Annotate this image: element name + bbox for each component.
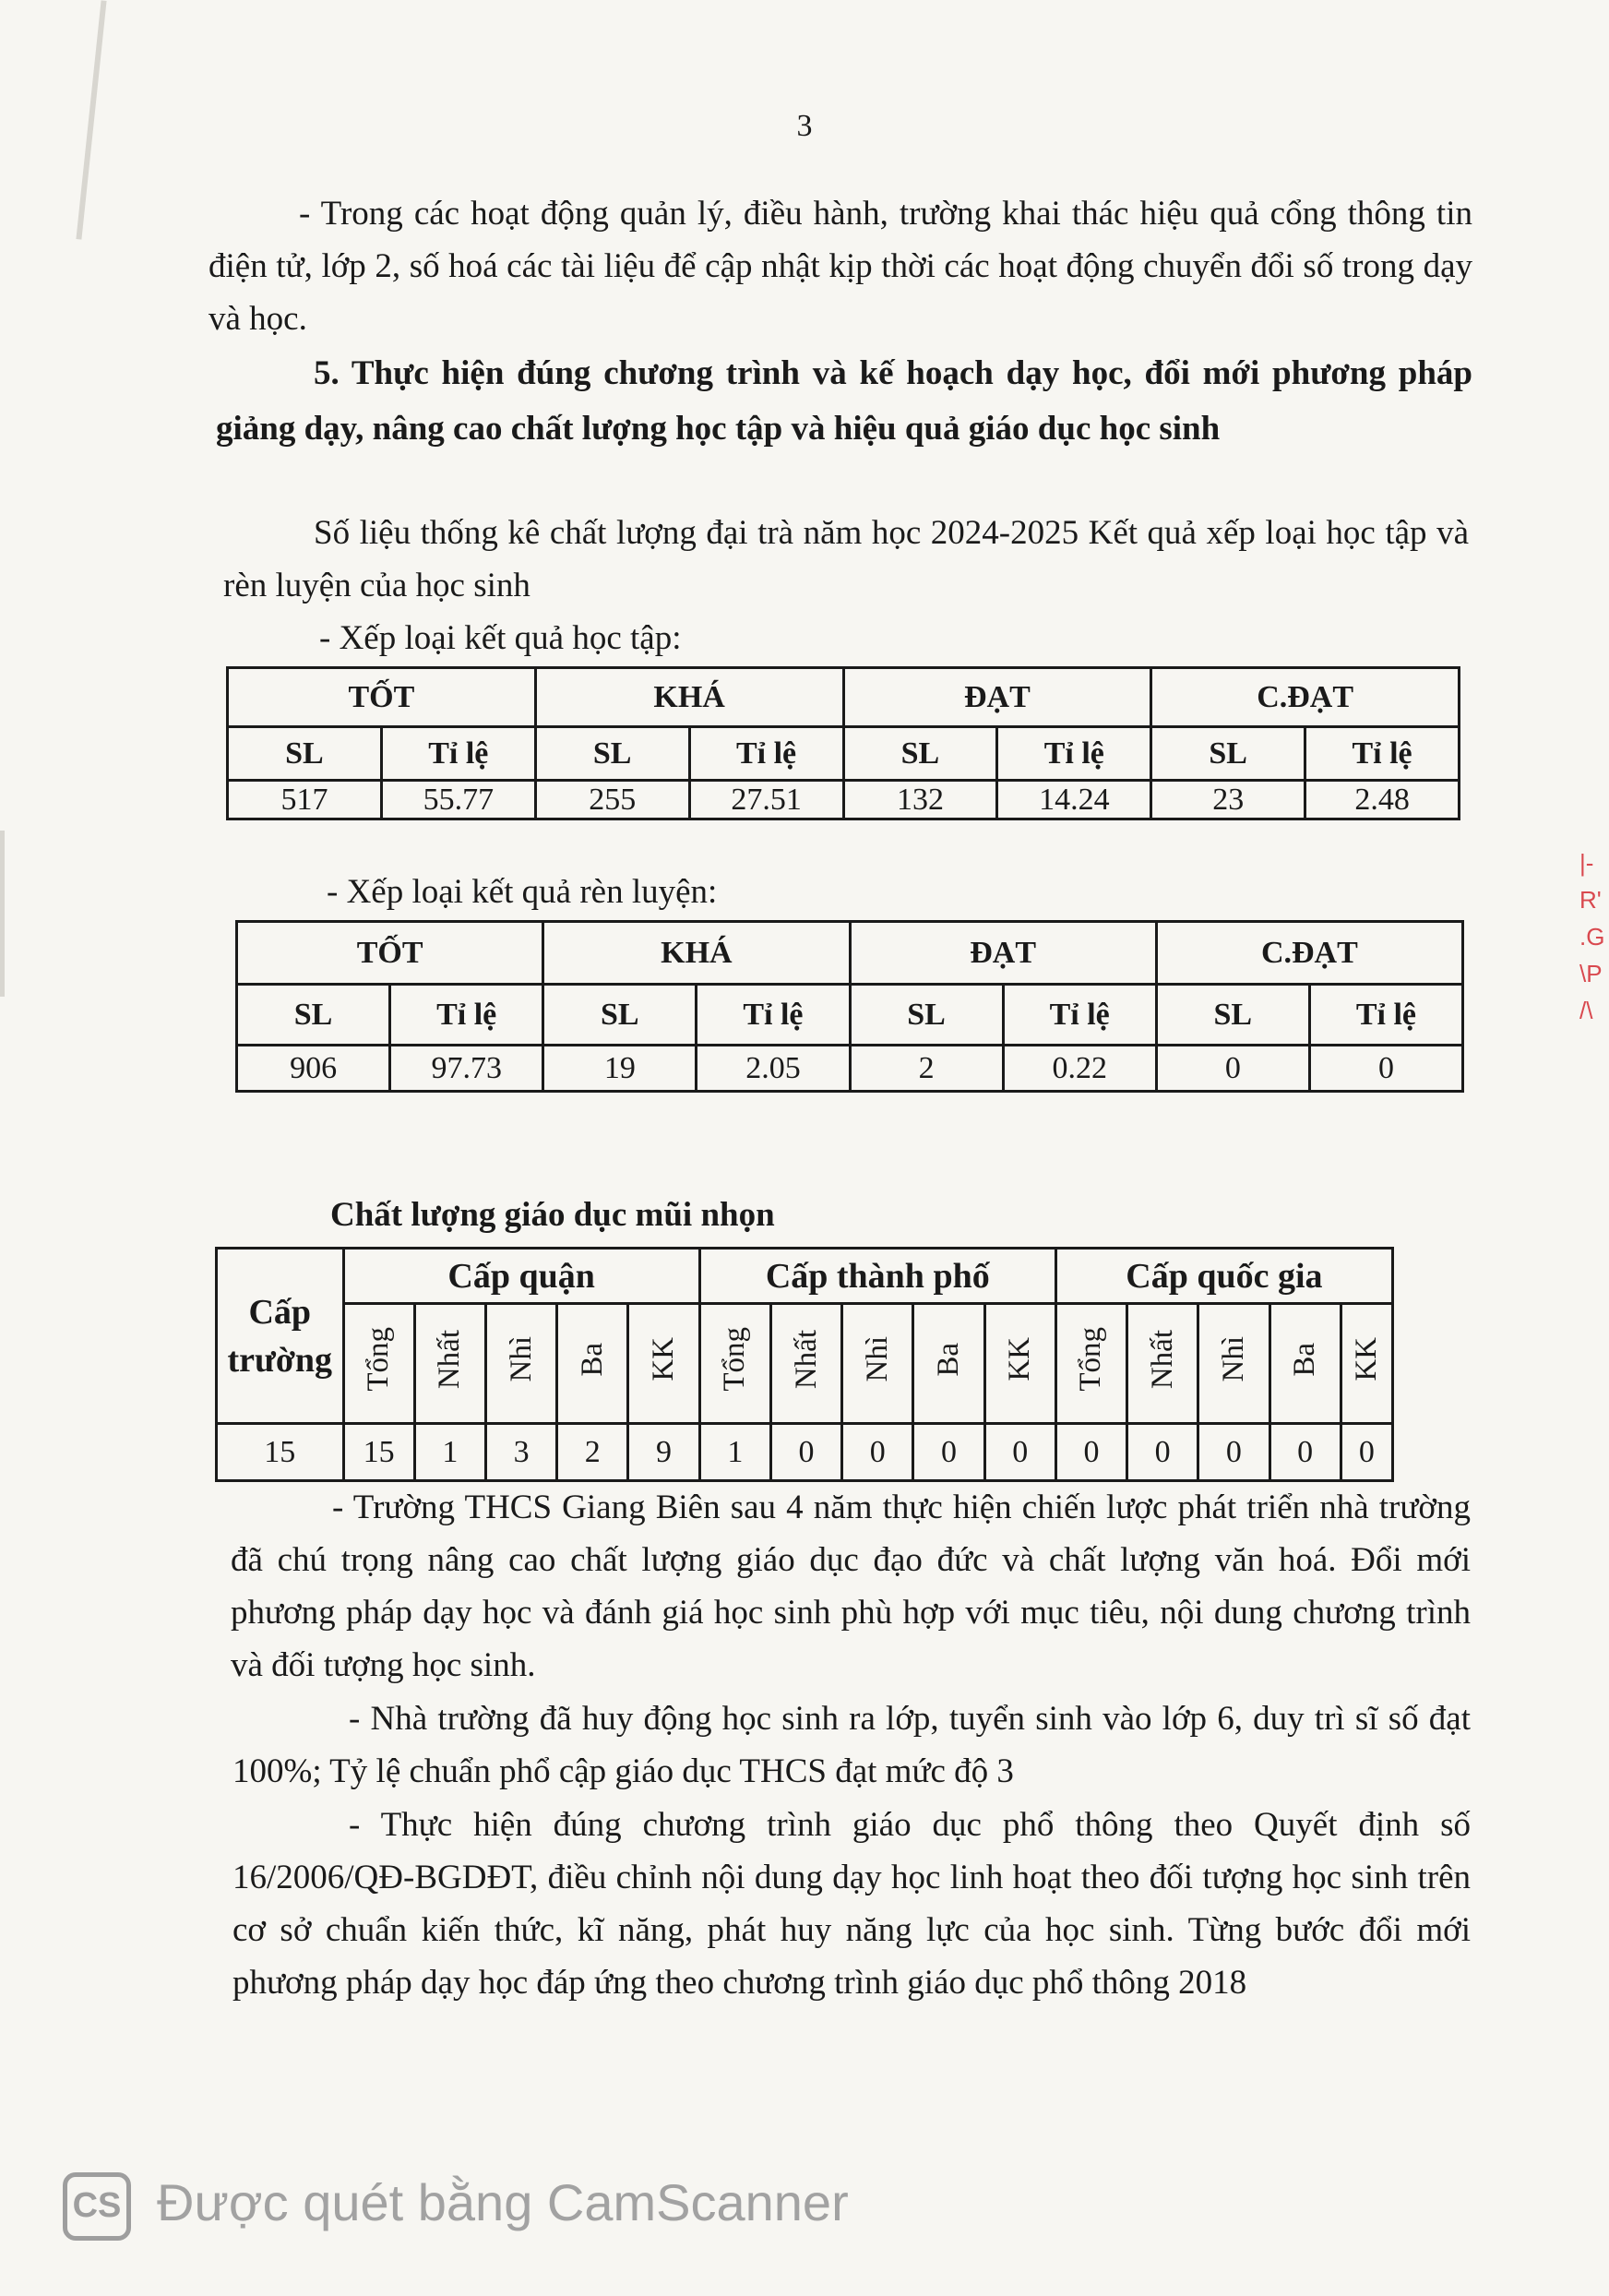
sub-tong: Tổng <box>362 1327 396 1392</box>
col-rate: Tỉ lệ <box>381 727 535 781</box>
group-cap-thanh-pho: Cấp thành phố <box>699 1249 1055 1304</box>
cell-value: 517 <box>228 781 382 819</box>
col-rate: Tỉ lệ <box>697 985 850 1046</box>
group-chua-dat: C.ĐẠT <box>1156 922 1462 985</box>
col-sl: SL <box>543 985 697 1046</box>
group-cap-quan: Cấp quận <box>343 1249 699 1304</box>
cell-value: 23 <box>1151 781 1305 819</box>
cell-value: 0.22 <box>1003 1046 1156 1092</box>
cell-value: 27.51 <box>689 781 843 819</box>
cell-value: 0 <box>1198 1424 1269 1481</box>
sub-nhi: Nhì <box>504 1336 538 1382</box>
sub-ba: Ba <box>931 1342 965 1377</box>
sub-tong: Tổng <box>718 1327 752 1392</box>
cell-value: 14.24 <box>997 781 1151 819</box>
sub-ba: Ba <box>575 1342 609 1377</box>
cell-value: 1 <box>414 1424 485 1481</box>
sub-nhat: Nhất <box>789 1329 823 1390</box>
cell-value: 1 <box>699 1424 770 1481</box>
page-number: 3 <box>796 109 813 143</box>
cell-value: 3 <box>485 1424 556 1481</box>
paragraph-digital-transformation: - Trong các hoạt động quản lý, điều hành, trường khai thác hiệu quả cổng thông tin điện tử, lớp 2, số hoá các tài liệu để cập nhật kịp thời các hoạt động chuyển đổi số trong dạy và học. <box>209 195 1472 338</box>
paragraph-school-strategy: - Trường THCS Giang Biên sau 4 năm thực hiện chiến lược phát triển nhà trường đã chú trọng nâng cao chất lượng giáo dục đạo đức và chất lượng văn hoá. Đổi mới phương pháp dạy học và đánh giá học sinh phù hợp với mục tiêu, nội dung chương trình và đối tượng học sinh. <box>231 1489 1471 1684</box>
paragraph-enrollment: - Nhà trường đã huy động học sinh ra lớp, tuyển sinh vào lớp 6, duy trì sĩ số đạt 100%; Tỷ lệ chuẩn phổ cập giáo dục THCS đạt mức độ 3 <box>232 1700 1471 1790</box>
sub-kk: KK <box>647 1337 681 1381</box>
col-rate: Tỉ lệ <box>997 727 1151 781</box>
cell-value: 2.48 <box>1305 781 1460 819</box>
gifted-education-table <box>215 1247 1394 1482</box>
cell-value: 2.05 <box>697 1046 850 1092</box>
col-rate: Tỉ lệ <box>1309 985 1462 1046</box>
cell-value: 0 <box>1055 1424 1126 1481</box>
paragraph-curriculum: - Thực hiện đúng chương trình giáo dục phổ thông theo Quyết định số 16/2006/QĐ-BGDĐT, điều chỉnh nội dung dạy học linh hoạt theo đối tượng học sinh trên cơ sở chuẩn kiến thức, kĩ năng, phát huy năng lực của học sinh. Từng bước đổi mới phương pháp dạy học đáp ứng theo chương trình giáo dục phổ thông 2018 <box>232 1806 1471 2002</box>
cell-value: 0 <box>1341 1424 1392 1481</box>
cell-value: 0 <box>1269 1424 1341 1481</box>
cell-value: 0 <box>1127 1424 1198 1481</box>
cell-value: 15 <box>217 1424 344 1481</box>
paragraph-statistics-intro: Số liệu thống kê chất lượng đại trà năm học 2024-2025 Kết quả xếp loại học tập và rèn luyện của học sinh <box>223 514 1469 604</box>
group-kha: KHÁ <box>543 922 850 985</box>
col-sl: SL <box>535 727 689 781</box>
cell-value: 132 <box>843 781 997 819</box>
cell-value: 19 <box>543 1046 697 1092</box>
camscanner-logo: CS <box>63 2172 131 2241</box>
sub-kk: KK <box>1003 1337 1037 1381</box>
col-sl: SL <box>850 985 1003 1046</box>
conduct-results-table <box>235 920 1464 1093</box>
col-rate: Tỉ lệ <box>1305 727 1460 781</box>
cell-value: 0 <box>913 1424 984 1481</box>
cell-value: 2 <box>557 1424 628 1481</box>
sub-ba: Ba <box>1288 1342 1322 1377</box>
scan-edge-mark <box>0 831 5 997</box>
table-caption-conduct: - Xếp loại kết quả rèn luyện: <box>327 873 718 911</box>
margin-stamp-fragment: |- R' .G \P /\ <box>1579 849 1605 1024</box>
col-cap-truong: Cấp trường <box>217 1249 344 1424</box>
academic-results-table <box>226 666 1460 820</box>
section-heading-5: 5. Thực hiện đúng chương trình và kế hoạch dạy học, đổi mới phương pháp giảng dạy, nâng cao chất lượng học tập và hiệu quả giáo dục học sinh <box>216 354 1472 448</box>
cell-value: 0 <box>1309 1046 1462 1092</box>
group-kha: KHÁ <box>535 668 843 727</box>
sub-tong: Tổng <box>1074 1327 1108 1392</box>
col-sl: SL <box>1156 985 1309 1046</box>
col-sl: SL <box>228 727 382 781</box>
cell-value: 0 <box>984 1424 1055 1481</box>
cell-value: 2 <box>850 1046 1003 1092</box>
sub-nhat: Nhất <box>433 1329 467 1390</box>
col-rate: Tỉ lệ <box>1003 985 1156 1046</box>
cell-value: 906 <box>237 1046 390 1092</box>
col-sl: SL <box>843 727 997 781</box>
sub-nhi: Nhì <box>1216 1336 1250 1382</box>
col-rate: Tỉ lệ <box>689 727 843 781</box>
cell-value: 9 <box>628 1424 699 1481</box>
group-dat: ĐẠT <box>843 668 1151 727</box>
group-tot: TỐT <box>228 668 536 727</box>
col-rate: Tỉ lệ <box>390 985 543 1046</box>
group-dat: ĐẠT <box>850 922 1156 985</box>
col-sl: SL <box>1151 727 1305 781</box>
group-tot: TỐT <box>237 922 543 985</box>
table-caption-academic: - Xếp loại kết quả học tập: <box>319 619 682 657</box>
camscanner-watermark-text: Được quét bằng CamScanner <box>157 2173 849 2231</box>
sub-nhi: Nhì <box>860 1336 894 1382</box>
table-caption-gifted: Chất lượng giáo dục mũi nhọn <box>330 1196 775 1234</box>
cell-value: 0 <box>770 1424 841 1481</box>
cell-value: 0 <box>1156 1046 1309 1092</box>
cell-value: 55.77 <box>381 781 535 819</box>
group-chua-dat: C.ĐẠT <box>1151 668 1460 727</box>
cell-value: 97.73 <box>390 1046 543 1092</box>
cell-value: 255 <box>535 781 689 819</box>
cell-value: 15 <box>343 1424 414 1481</box>
group-cap-quoc-gia: Cấp quốc gia <box>1055 1249 1392 1304</box>
sub-nhat: Nhất <box>1145 1329 1179 1390</box>
cell-value: 0 <box>842 1424 913 1481</box>
col-sl: SL <box>237 985 390 1046</box>
sub-kk: KK <box>1349 1337 1383 1381</box>
